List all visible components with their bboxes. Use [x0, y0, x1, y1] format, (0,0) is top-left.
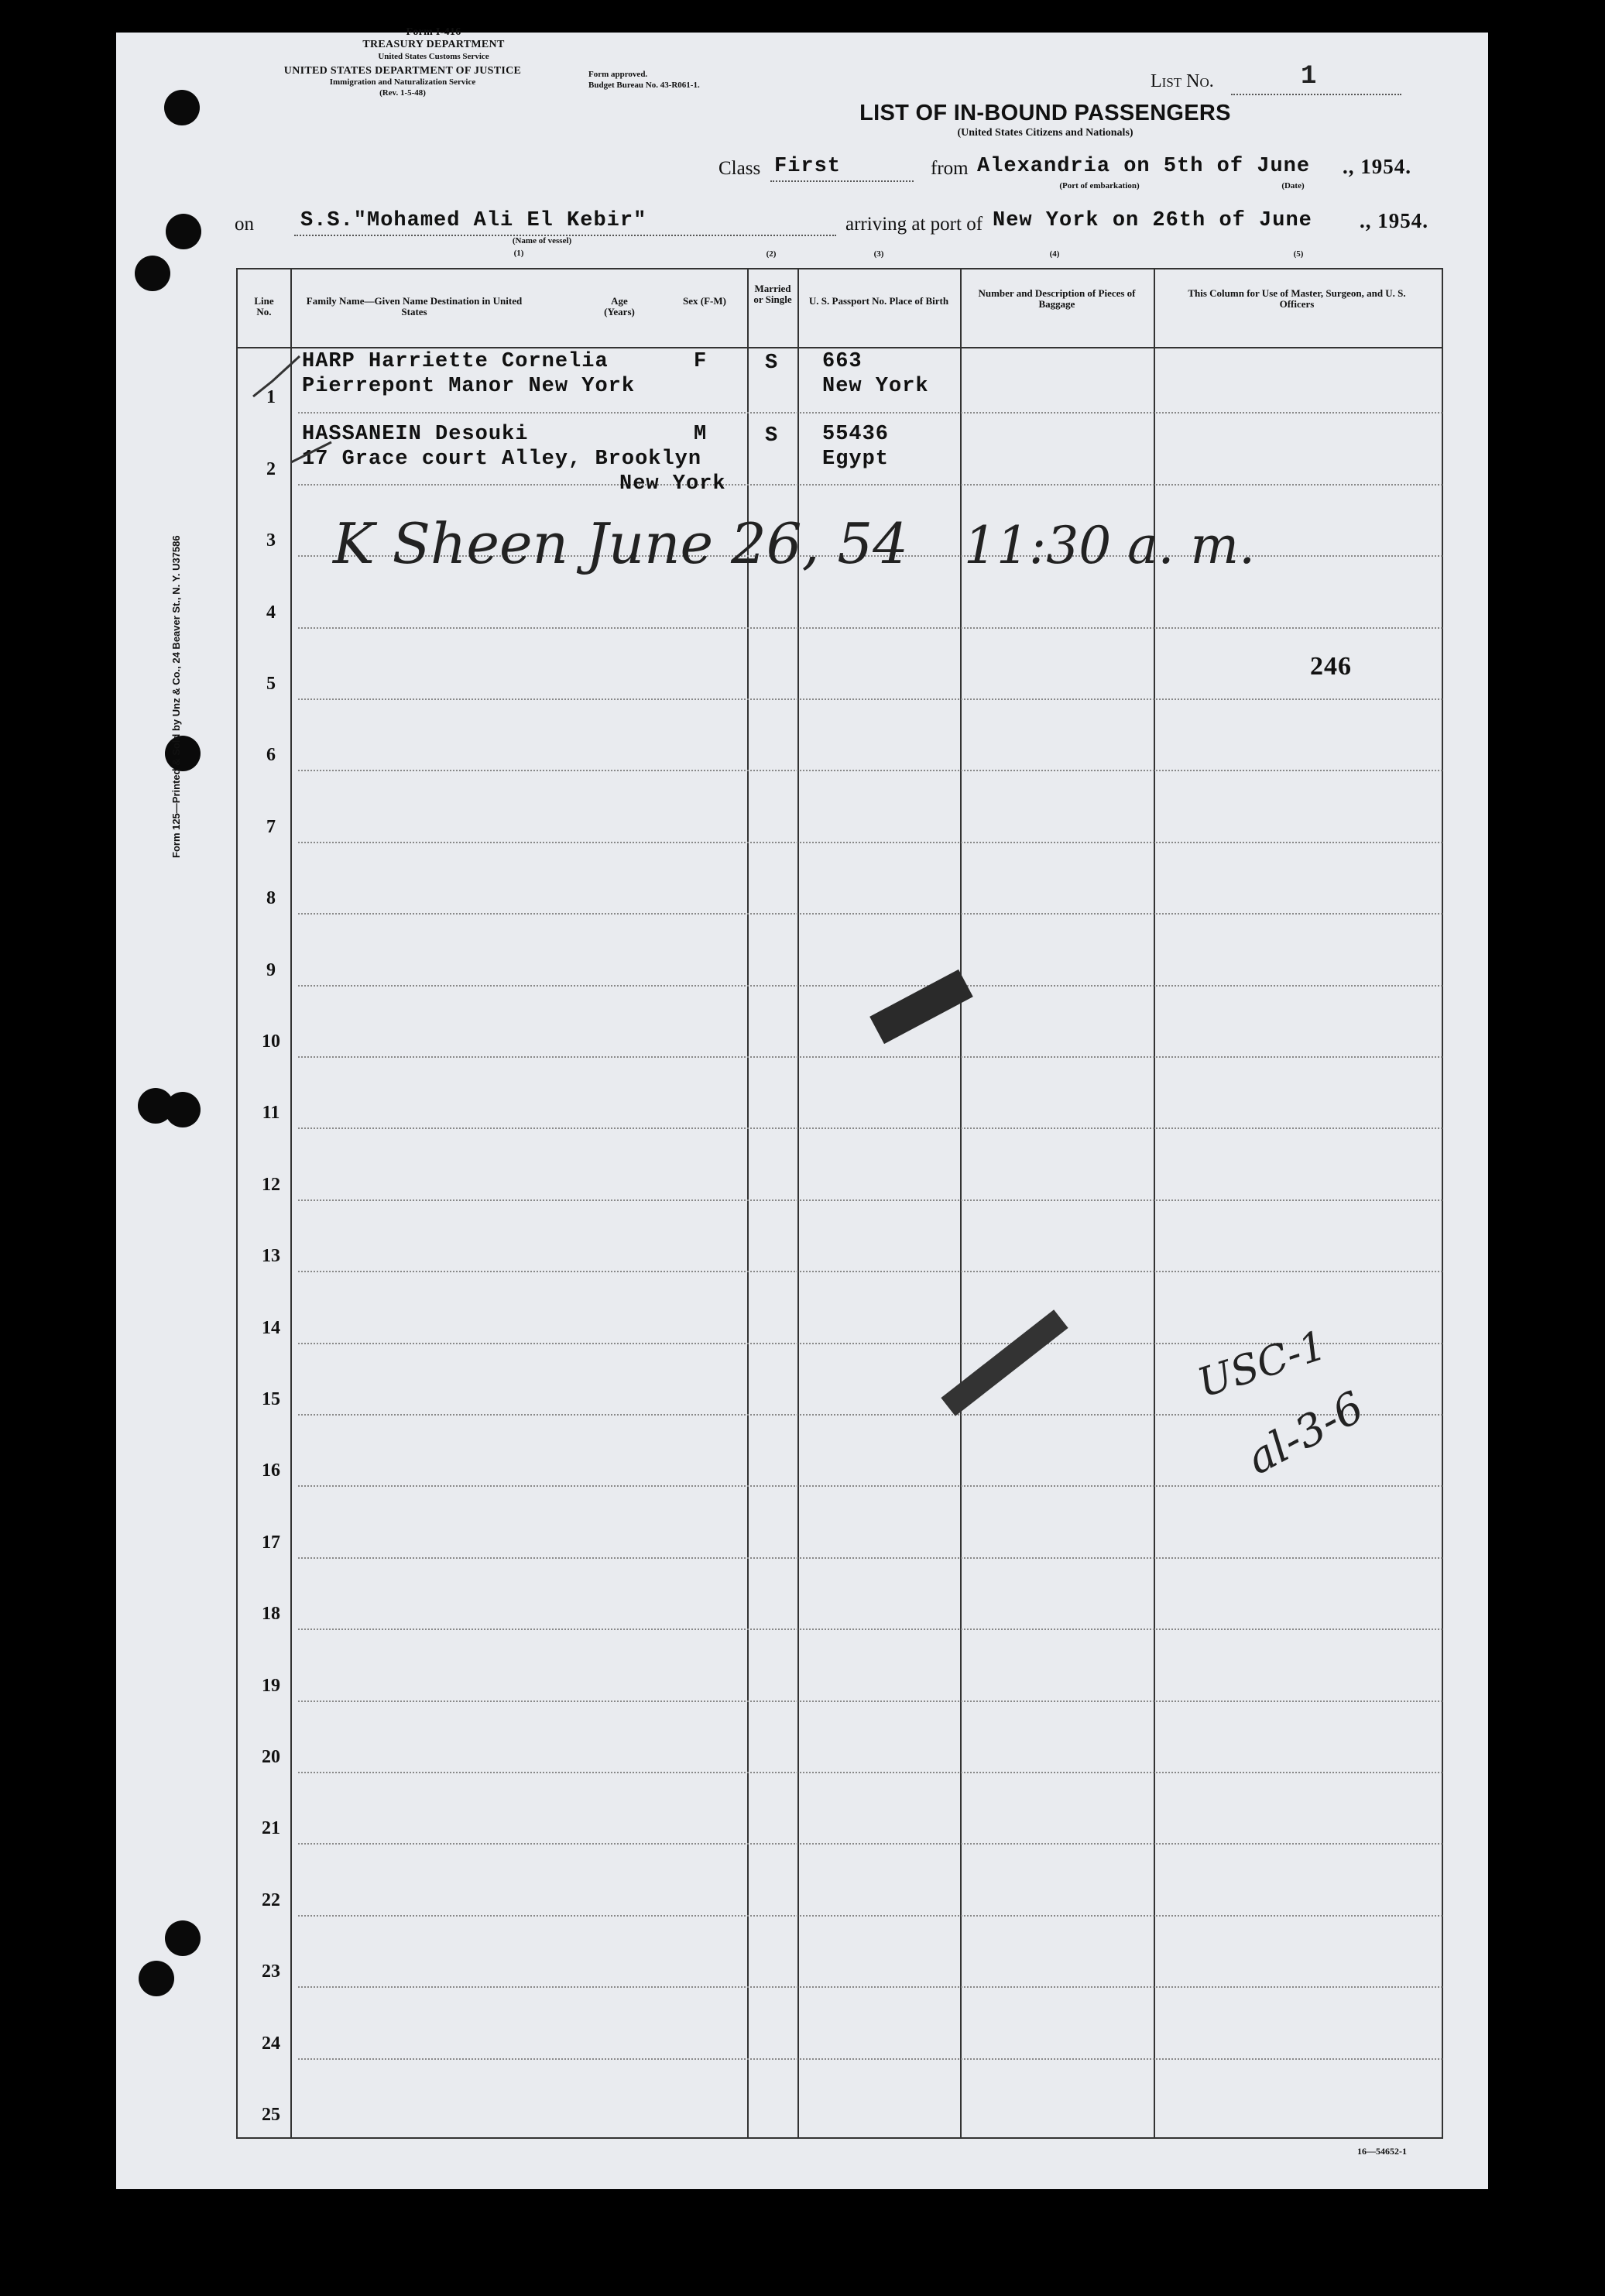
- immigration-service: Immigration and Naturalization Service: [329, 77, 476, 87]
- married-col-num: (2): [766, 249, 777, 259]
- handwritten-time: 11:30 a. m.: [964, 516, 1256, 575]
- revision: (Rev. 1-5-48): [379, 88, 426, 98]
- row-separator: [298, 1843, 1442, 1845]
- col-divider: [960, 268, 962, 2139]
- line-number: 13: [262, 1246, 280, 1267]
- header-age: Age (Years): [604, 295, 635, 317]
- row-separator: [298, 770, 1442, 771]
- line-number: 5: [266, 674, 276, 694]
- arrival-year: ., 1954.: [1360, 209, 1428, 232]
- line-number: 3: [266, 530, 276, 551]
- passenger-2-passport: 55436: [822, 423, 890, 446]
- treasury-dept: TREASURY DEPARTMENT: [362, 39, 505, 50]
- class-label: Class: [718, 158, 761, 179]
- embarkation-value: Alexandria on 5th of June: [977, 155, 1311, 178]
- line-number: 8: [266, 888, 276, 909]
- header-name: Family Name—Given Name Destination in United States: [306, 295, 523, 317]
- form-title: LIST OF IN-BOUND PASSENGERS: [859, 101, 1231, 125]
- passenger-1-marital: S: [765, 352, 779, 375]
- passenger-2-sex: M: [694, 423, 708, 446]
- row-separator: [298, 1557, 1442, 1559]
- passenger-1-destination: Pierrepont Manor New York: [302, 375, 636, 398]
- from-label: from: [931, 158, 969, 179]
- budget-bureau: Budget Bureau No. 43-R061-1.: [588, 81, 700, 90]
- header-married: Married or Single: [753, 283, 792, 305]
- row-separator: [298, 484, 1442, 486]
- form-number: Form I-416: [406, 26, 461, 38]
- passport-col-num: (3): [873, 249, 884, 259]
- line-number: 25: [262, 2105, 280, 2125]
- handwritten-note-1: USC-1: [1192, 1322, 1332, 1408]
- line-number: 15: [262, 1389, 280, 1409]
- embarkation-year: ., 1954.: [1343, 155, 1411, 178]
- line-number: 19: [262, 1675, 280, 1696]
- vessel-value: S.S."Mohamed Ali El Kebir": [300, 209, 647, 232]
- punch-hole: [164, 90, 200, 125]
- port-caption: (Port of embarkation): [1059, 181, 1140, 190]
- passenger-2-destination-1: 17 Grace court Alley, Brooklyn: [302, 448, 702, 471]
- justice-dept: UNITED STATES DEPARTMENT OF JUSTICE: [283, 65, 522, 77]
- row-separator: [298, 1915, 1442, 1917]
- line-number: 1: [266, 387, 276, 408]
- row-separator: [298, 842, 1442, 843]
- passenger-2-marital: S: [765, 424, 779, 448]
- form-subtitle: (United States Citizens and Nationals): [957, 127, 1133, 139]
- row-separator: [298, 1056, 1442, 1058]
- line-number: 10: [262, 1031, 280, 1052]
- line-number: 7: [266, 816, 276, 837]
- passenger-1-name: HARP Harriette Cornelia: [302, 350, 609, 373]
- baggage-col-num: (4): [1049, 249, 1060, 259]
- passenger-2-name: HASSANEIN Desouki: [302, 423, 529, 446]
- line-number: 17: [262, 1532, 280, 1553]
- line-number: 2: [266, 458, 276, 479]
- checkmark-icon: [249, 350, 304, 404]
- arriving-label: arriving at port of: [845, 214, 983, 235]
- table-left-border: [236, 268, 238, 2139]
- row-separator: [298, 985, 1442, 987]
- form-approved: Form approved.: [588, 70, 648, 79]
- list-number: 1: [1301, 62, 1317, 91]
- row-separator: [298, 698, 1442, 700]
- line-number: 9: [266, 959, 276, 980]
- passenger-2-destination-2: New York: [619, 472, 726, 496]
- header-line-no: Line No.: [254, 295, 274, 317]
- passenger-1-sex: F: [694, 350, 708, 373]
- table-top-border: [236, 268, 1442, 269]
- row-separator: [298, 1986, 1442, 1988]
- list-number-label: List No.: [1151, 71, 1214, 91]
- punch-hole: [165, 1920, 201, 1956]
- handwritten-note-2: al-3-6: [1239, 1381, 1373, 1485]
- passenger-1-birthplace: New York: [822, 375, 929, 398]
- punch-hole: [166, 214, 201, 249]
- row-separator: [298, 412, 1442, 414]
- header-sex: Sex (F-M): [683, 295, 726, 307]
- date-caption: (Date): [1281, 181, 1305, 190]
- row-separator: [298, 1485, 1442, 1487]
- row-separator: [298, 2058, 1442, 2060]
- header-baggage: Number and Description of Pieces of Baggage: [978, 287, 1136, 310]
- table-right-border: [1442, 268, 1443, 2139]
- row-separator: [298, 1701, 1442, 1702]
- line-number: 18: [262, 1604, 280, 1625]
- row-separator: [298, 1772, 1442, 1773]
- line-number: 22: [262, 1889, 280, 1910]
- line-number: 14: [262, 1317, 280, 1338]
- row-separator: [298, 1199, 1442, 1201]
- footer-code: 16—54652-1: [1357, 2146, 1407, 2157]
- row-separator: [298, 1127, 1442, 1129]
- vessel-caption-num: (1): [513, 249, 524, 258]
- col-divider: [290, 268, 292, 2139]
- page-number: 246: [1310, 652, 1352, 681]
- line-number: 11: [262, 1103, 280, 1124]
- row-separator: [298, 1628, 1442, 1630]
- passenger-2-birthplace: Egypt: [822, 448, 890, 471]
- on-label: on: [235, 214, 254, 235]
- side-printer-text: Form 125—Printed & Sold by Unz & Co., 24 Beaver St., N. Y. U37586: [170, 535, 182, 858]
- header-officers: This Column for Use of Master, Surgeon, and U. S. Officers: [1188, 287, 1406, 310]
- line-number: 21: [262, 1818, 280, 1839]
- line-number: 24: [262, 2033, 280, 2054]
- handwritten-signature: K Sheen June 26, 54: [333, 511, 908, 576]
- table-bottom-border: [236, 2137, 1442, 2139]
- row-separator: [298, 1271, 1442, 1272]
- vessel-caption: (Name of vessel): [512, 236, 572, 245]
- checkmark-icon: [288, 438, 334, 468]
- line-number: 4: [266, 602, 276, 623]
- punch-hole: [135, 256, 170, 291]
- arrival-value: New York on 26th of June: [993, 209, 1312, 232]
- table-header-border: [236, 347, 1442, 348]
- line-number: 6: [266, 745, 276, 766]
- row-separator: [298, 627, 1442, 629]
- header-passport: U. S. Passport No. Place of Birth: [808, 295, 949, 307]
- class-value: First: [774, 155, 842, 178]
- row-separator: [298, 1414, 1442, 1416]
- customs-service: United States Customs Service: [378, 52, 489, 61]
- passenger-1-passport: 663: [822, 350, 863, 373]
- line-number: 16: [262, 1460, 280, 1481]
- line-number: 20: [262, 1747, 280, 1767]
- punch-hole: [139, 1961, 174, 1996]
- line-number: 23: [262, 1961, 280, 1982]
- punch-hole: [138, 1088, 173, 1124]
- officers-col-num: (5): [1293, 249, 1304, 259]
- line-number: 12: [262, 1174, 280, 1195]
- row-separator: [298, 913, 1442, 915]
